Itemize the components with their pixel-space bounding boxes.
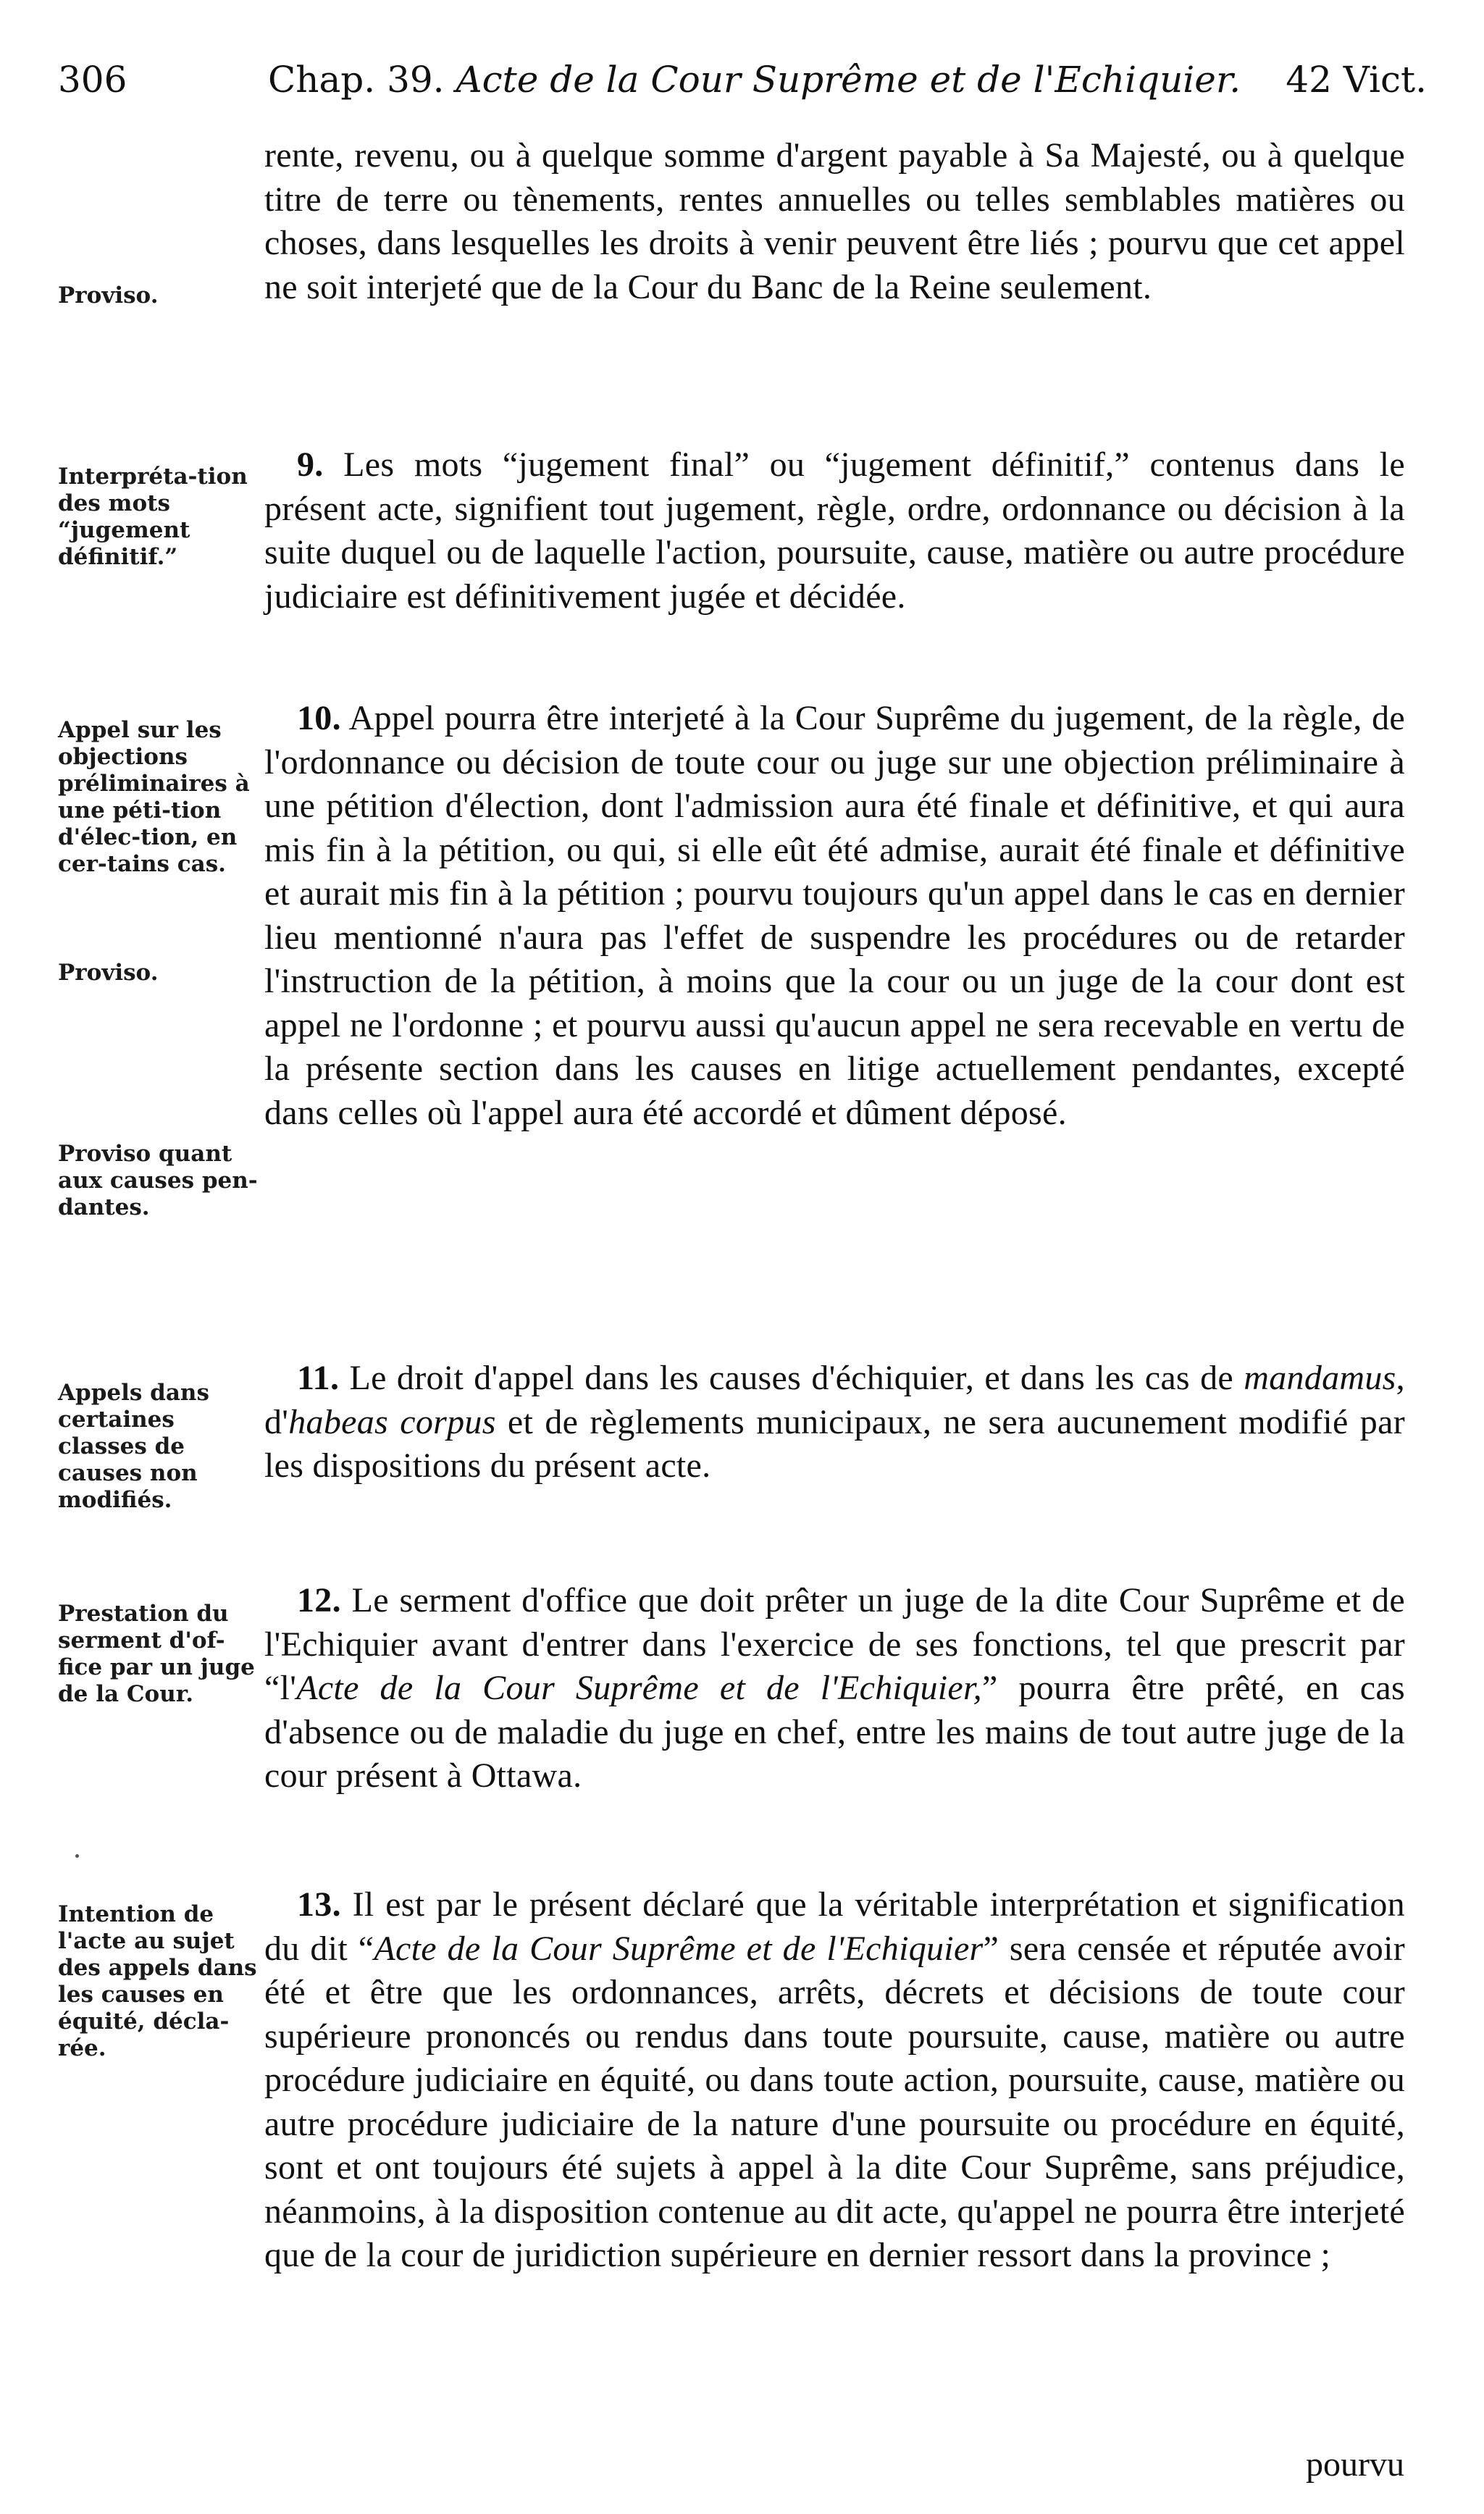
section-number: 12. bbox=[297, 1581, 341, 1620]
act-citation: Acte de la Cour Suprême et de l'Echiquier bbox=[374, 1929, 984, 1968]
margin-note-s12: Prestation du serment d'of-fice par un juge de la Cour. bbox=[58, 1601, 255, 1707]
margin-note-proviso-1: Proviso. bbox=[58, 282, 159, 309]
paragraph-continuation: rente, revenu, ou à quelque somme d'argent payable à Sa Majesté, ou à quelque titre de terre ou tènements, rentes annuelles ou telles semblables matières ou choses, dans lesquelles les droits à venir peuvent être liés ; pourvu que cet appel ne soit interjeté que de la Cour du Banc de la Reine seulement. bbox=[264, 136, 1405, 306]
section-text: Les mots “jugement final” ou “jugement définitif,” contenus dans le présent acte, signifient tout jugement, règle, ordre, ordonnance ou décision à la suite duquel ou de laquelle l'action, poursuite, cause, matière ou autre procédure judiciaire est définitivement jugée et décidée. bbox=[264, 445, 1405, 616]
section-11 bbox=[264, 1357, 1405, 1488]
margin-note-proviso-2: Proviso. bbox=[58, 960, 159, 986]
section-text: Le droit d'appel dans les causes d'échiquier, et dans les cas de bbox=[349, 1359, 1244, 1397]
section-text: ” sera censée et réputée avoir été et être que les ordonnances, arrêts, décrets et décisions de toute cour supérieure prononcés ou rendus dans toute poursuite, cause, matière ou autre procédure judiciaire en équité, ou dans toute action, poursuite, cause, matière ou autre procédure judiciaire de la nature d'une poursuite ou procédure en équité, sont et ont toujours été sujets à appel à la dite Cour Suprême, sans préjudice, néanmoins, à la disposition contenue au dit acte, qu'appel ne pourra être interjeté que de la cour de juridiction supérieure en dernier ressort dans la province ; bbox=[264, 1929, 1405, 2274]
act-title: Acte de la Cour Suprême et de l'Echiquier. bbox=[456, 59, 1241, 101]
section-number: 13. bbox=[297, 1885, 341, 1924]
term-habeas-corpus: habeas corpus bbox=[288, 1402, 496, 1441]
chapter-label: Chap. 39. bbox=[268, 59, 445, 101]
section-number: 9. bbox=[297, 445, 324, 484]
section-text: , d' bbox=[264, 1359, 1405, 1441]
section-10 bbox=[264, 697, 1405, 1135]
section-text: Le serment d'office que doit prêter un juge de la dite Cour Suprême et de l'Echiquier avant d'entrer dans l'exercice de ses fonctions, tel que prescrit par “l' bbox=[264, 1581, 1405, 1707]
act-citation: Acte de la Cour Suprême et de l'Echiquier, bbox=[296, 1669, 982, 1707]
running-header bbox=[58, 51, 1427, 109]
regnal-year: 42 Vict. bbox=[1286, 59, 1427, 101]
margin-note-s10: Appel sur les objections préliminaires à une péti-tion d'élec-tion, en cer-tains cas. bbox=[58, 717, 250, 877]
section-number: 11. bbox=[297, 1359, 340, 1397]
term-mandamus: mandamus bbox=[1244, 1359, 1396, 1397]
page-number: 306 bbox=[58, 59, 127, 101]
catchword: pourvu bbox=[1306, 2445, 1404, 2484]
margin-note-s9: Interpréta-tion des mots “jugement définitif.” bbox=[58, 464, 248, 570]
ink-speck bbox=[75, 1854, 79, 1858]
margin-note-s11: Appels dans certaines classes de causes non modifiés. bbox=[58, 1380, 209, 1513]
section-number: 10. bbox=[297, 699, 341, 737]
margin-note-s13: Intention de l'acte au sujet des appels dans les causes en équité, décla-rée. bbox=[58, 1901, 257, 2061]
section-9 bbox=[264, 443, 1405, 619]
margin-note-proviso-3: Proviso quant aux causes pen-dantes. bbox=[58, 1141, 258, 1220]
section-text: ” pourra être prêté, en cas d'absence ou de maladie du juge en chef, entre les mains de tout autre juge de la cour présent à Ottawa. bbox=[264, 1669, 1405, 1795]
section-text: Il est par le présent déclaré que la véritable interprétation et signification du dit “ bbox=[264, 1885, 1405, 1968]
section-13 bbox=[264, 1883, 1405, 2278]
section-12 bbox=[264, 1579, 1405, 1798]
header-title bbox=[268, 51, 1241, 109]
section-text: Appel pourra être interjeté à la Cour Suprême du jugement, de la règle, de l'ordonnance ou décision de toute cour ou juge sur une objection préliminaire à une pétition d'élection, dont l'admission aura été finale et définitive, et qui aura mis fin à la pétition, ou qui, si elle eût été admise, aurait été finale et définitive et aurait mis fin à la pétition ; pourvu toujours qu'un appel dans le cas en dernier lieu mentionné n'aura pas l'effet de suspendre les procédures ou de retarder l'instruction de la pétition, à moins que la cour ou un juge de la cour dont est appel ne l'ordonne ; et pourvu aussi qu'aucun appel ne sera recevable en vertu de la présente section dans les causes en litige actuellement pendantes, excepté dans celles où l'appel aura été accordé et dûment déposé. bbox=[264, 699, 1405, 1132]
section-text: et de règlements municipaux, ne sera aucunement modifié par les dispositions du présent acte. bbox=[264, 1402, 1405, 1485]
